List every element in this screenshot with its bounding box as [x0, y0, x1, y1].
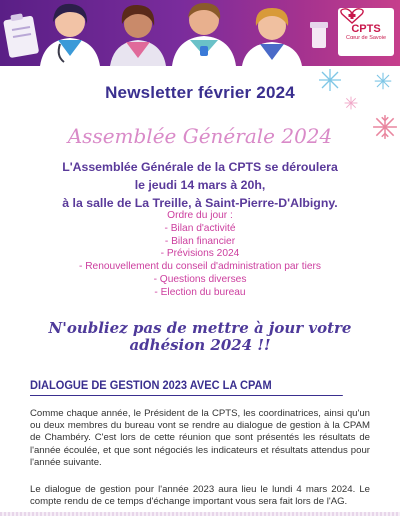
section-paragraph: Comme chaque année, le Président de la CPTS, les coordinatrices, ainsi qu'un ou deux membres du bureau vont se rendre au dialogue de gestion à la CPAM de Chambéry. C'est lors de cette réunion que sont présentés les résultats de l'année écoulée, et que sont négociés les indicateurs et résultats attendus pour l'année suivante.: [30, 408, 370, 468]
assembly-title: Assemblée Générale 2024: [67, 124, 333, 148]
logo-subtitle: Cœur de Savoie: [345, 34, 387, 41]
announcement-line: L'Assemblée Générale de la CPTS se déroulera: [62, 160, 338, 174]
agenda-item: - Bilan financier: [164, 235, 236, 247]
announcement-line: à la salle de La Treille, à Saint-Pierre-D'Albigny.: [62, 196, 338, 210]
assembly-announcement: [0, 158, 400, 212]
section-paragraph-2: Le dialogue de gestion pour l'année 2023 aura lieu le lundi 4 mars 2024. Le compte rendu de ce temps d'échange important vous sera fait lors de l'AG.: [30, 484, 370, 508]
cpts-logo[interactable]: [338, 8, 394, 56]
agenda-item: - Election du bureau: [154, 286, 246, 298]
nurse-illustration: [40, 4, 100, 66]
newsletter-title: Newsletter février 2024: [105, 83, 295, 102]
clipboard-icon: [3, 13, 39, 58]
logo-name: CPTS: [351, 22, 381, 35]
doctor-illustration: [172, 3, 236, 66]
agenda-item: - Questions diverses: [153, 273, 247, 285]
pill-bottle-icon: [310, 22, 328, 48]
agenda-item: - Prévisions 2024: [160, 248, 240, 260]
footer-pattern: [0, 512, 400, 516]
agenda-title: Ordre du jour :: [167, 210, 233, 221]
agenda-item: - Bilan d'activité: [164, 222, 236, 234]
section-heading: DIALOGUE DE GESTION 2023 AVEC LA CPAM: [30, 378, 343, 396]
announcement-line: le jeudi 14 mars à 20h,: [134, 178, 266, 192]
header-banner: [0, 0, 400, 66]
agenda-item: - Renouvellement du conseil d'administration par tiers: [78, 261, 322, 273]
reminder-line: N'oubliez pas de mettre à jour votre: [48, 319, 352, 337]
reminder-line: adhésion 2024 !!: [129, 336, 271, 354]
heart-cross-icon: [338, 8, 366, 24]
nurse-illustration-2: [110, 5, 166, 66]
agenda-list: [0, 210, 400, 300]
doctor-illustration-2: [242, 8, 302, 66]
membership-reminder: [0, 320, 400, 354]
